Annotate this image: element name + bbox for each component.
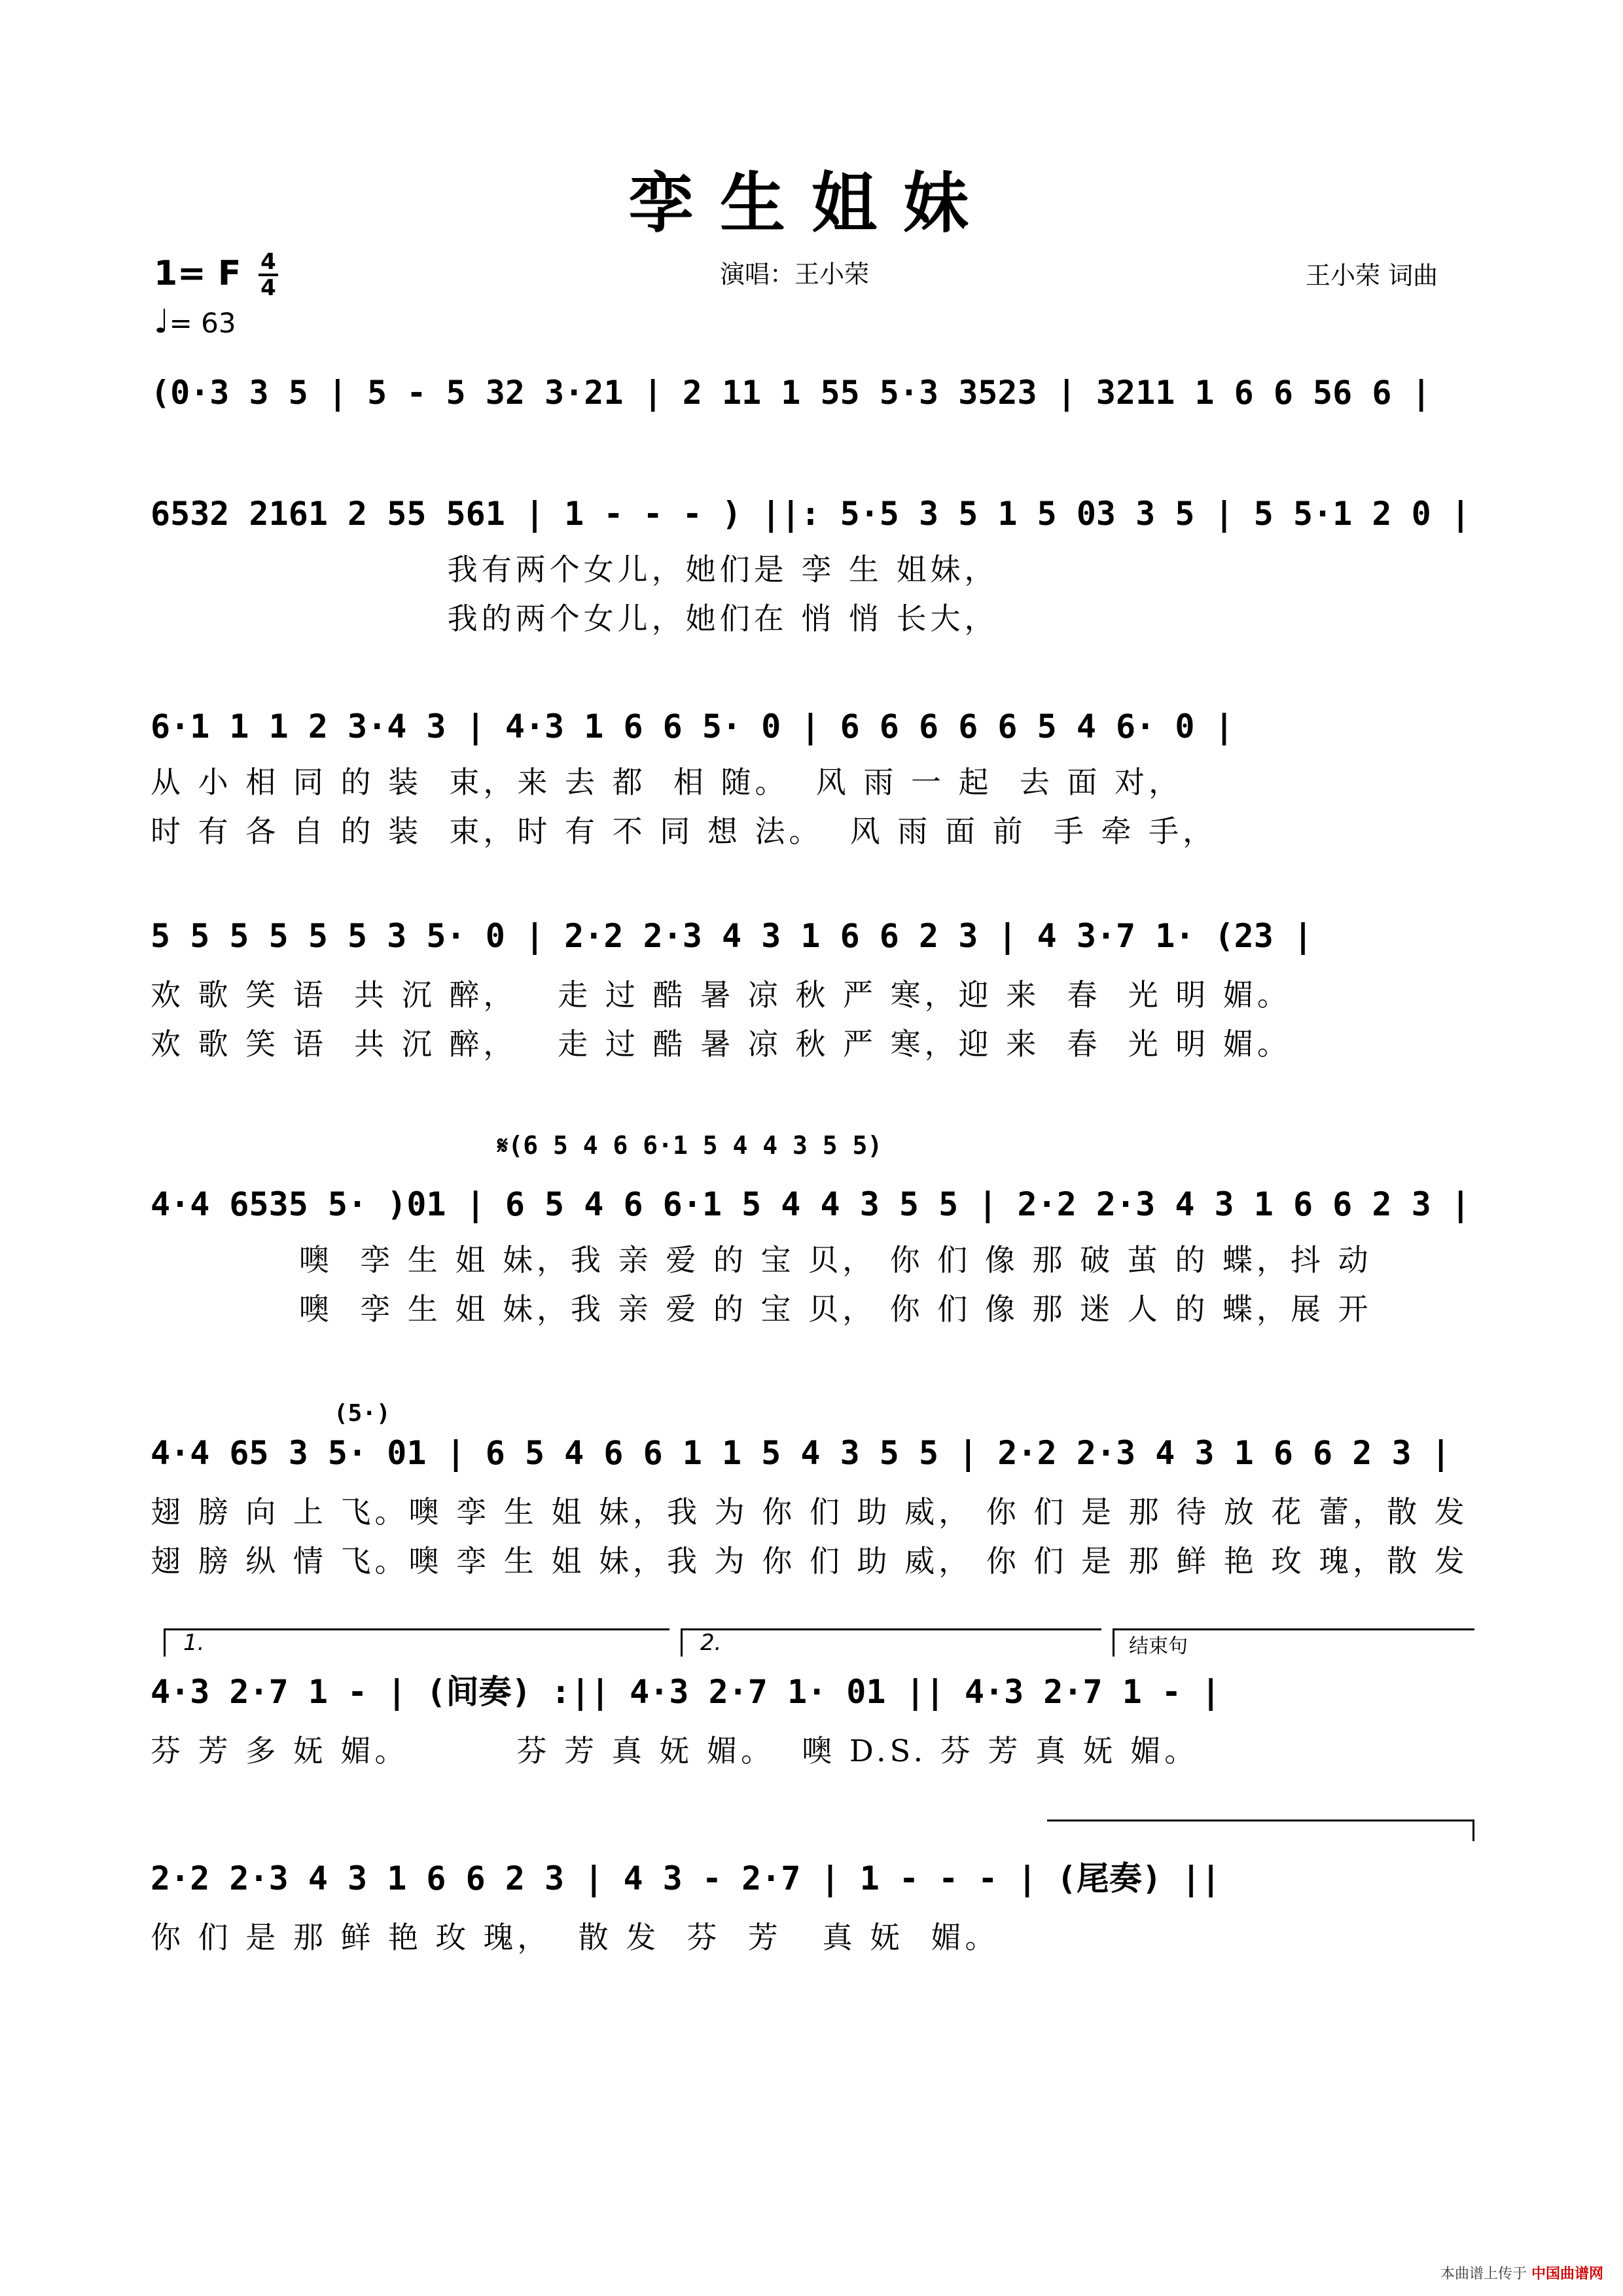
lyric-line-8: 你 们 是 那 鲜 艳 玫 瑰， 散 发 芬 芳 真 妩 媚。 [151, 1920, 999, 1955]
lyric-line-3-verse-1: 从 小 相 同 的 装 束，来 去 都 相 随。 风 雨 一 起 去 面 对， [151, 764, 1183, 800]
second-ending-label: 2. [700, 1630, 722, 1656]
first-ending-label: 1. [183, 1630, 205, 1656]
final-bracket [1047, 1820, 1474, 1841]
coda-label: 结束句 [1129, 1635, 1188, 1658]
quarter-note-icon: ♩ [154, 302, 169, 340]
page-title: 孪生姐妹 [628, 164, 995, 242]
second-ending-bracket [681, 1628, 1101, 1657]
lyric-line-5-verse-1: 噢 孪 生 姐 妹，我 亲 爱 的 宝 贝， 你 们 像 那 破 茧 的 蝶，抖 动 [151, 1242, 1372, 1278]
footer-text: 本曲谱上传于 [1440, 2266, 1527, 2282]
notation-line-4: 5 5 5 5 5 5 3 5· 0 | 2·2 2·3 4 3 1 6 6 2 3 | 4 3·7 1· (23 | [151, 917, 1313, 955]
lyric-line-4-verse-1: 欢 歌 笑 语 共 沉 醉， 走 过 酷 暑 凉 秋 严 寒，迎 来 春 光 明 媚。 [151, 977, 1291, 1013]
lyric-line-2-verse-2: 我的两个女儿，她们在 悄 悄 长大， [151, 601, 999, 636]
key-signature: 1= F [154, 254, 241, 293]
notation-line-7: 4·3 2·7 1 - | (间奏) :|| 4·3 2·7 1· 01 || 4·3 2·7 1 - | [151, 1673, 1221, 1711]
lyric-line-5-verse-2: 噢 孪 生 姐 妹，我 亲 爱 的 宝 贝， 你 们 像 那 迷 人 的 蝶，展 开 [151, 1291, 1372, 1327]
notation-line-3: 6·1 1 1 2 3·4 3 | 4·3 1 6 6 5· 0 | 6 6 6 6 6 5 4 6· 0 | [151, 708, 1234, 745]
composer-credit: 王小荣 词曲 [1306, 261, 1438, 290]
notation-line-6: 4·4 65 3 5· 01 | 6 5 4 6 6 1 1 5 4 3 5 5 | 2·2 2·3 4 3 1 6 6 2 3 | [151, 1434, 1451, 1472]
notation-line-1: (0·3 3 5 | 5 - 5 32 3·21 | 2 11 1 55 5·3 3523 | 3211 1 6 6 56 6 | [151, 374, 1431, 412]
tempo-marking [154, 302, 236, 340]
lyric-line-3-verse-2: 时 有 各 自 的 装 束，时 有 不 同 想 法。 风 雨 面 前 手 牵 手， [151, 814, 1217, 849]
time-signature [259, 250, 278, 300]
tempo-value: = 63 [169, 307, 236, 339]
lyric-line-4-verse-2: 欢 歌 笑 语 共 沉 醉， 走 过 酷 暑 凉 秋 严 寒，迎 来 春 光 明 媚。 [151, 1026, 1291, 1062]
lyric-line-6-verse-2: 翅 膀 纵 情 飞。噢 孪 生 姐 妹，我 为 你 们 助 威， 你 们 是 那 鲜 艳 玫 瑰，散 发 [151, 1543, 1469, 1579]
lyric-line-2-verse-1: 我有两个女儿，她们是 孪 生 姐妹， [151, 552, 999, 587]
footer-credit [1440, 2263, 1603, 2283]
notation-line-6-above: (5·) [334, 1400, 391, 1427]
notation-line-5-above: 𝄋(6 5 4 6 6·1 5 4 4 3 5 5) [497, 1131, 883, 1160]
meter-bottom: 4 [260, 275, 276, 301]
lyric-line-7: 芬 芳 多 妩 媚。 芬 芳 真 妩 媚。 噢 D.S. 芬 芳 真 妩 媚。 [151, 1733, 1199, 1768]
notation-line-2: 6532 2161 2 55 561 | 1 - - - ) ||: 5·5 3 5 1 5 03 3 5 | 5 5·1 2 0 | [151, 495, 1471, 533]
site-logo[interactable]: 中国曲谱网 [1531, 2266, 1603, 2282]
lyric-line-6-verse-1: 翅 膀 向 上 飞。噢 孪 生 姐 妹，我 为 你 们 助 威， 你 们 是 那 待 放 花 蕾，散 发 [151, 1494, 1469, 1530]
first-ending-bracket [164, 1628, 669, 1657]
notation-line-8: 2·2 2·3 4 3 1 6 6 2 3 | 4 3 - 2·7 | 1 - - - | (尾奏) || [151, 1859, 1221, 1897]
notation-line-5: 4·4 6535 5· )01 | 6 5 4 6 6·1 5 4 4 3 5 5 | 2·2 2·3 4 3 1 6 6 2 3 | [151, 1185, 1471, 1223]
singer-credit: 演唱：王小荣 [720, 260, 870, 289]
meter-top: 4 [260, 249, 276, 275]
